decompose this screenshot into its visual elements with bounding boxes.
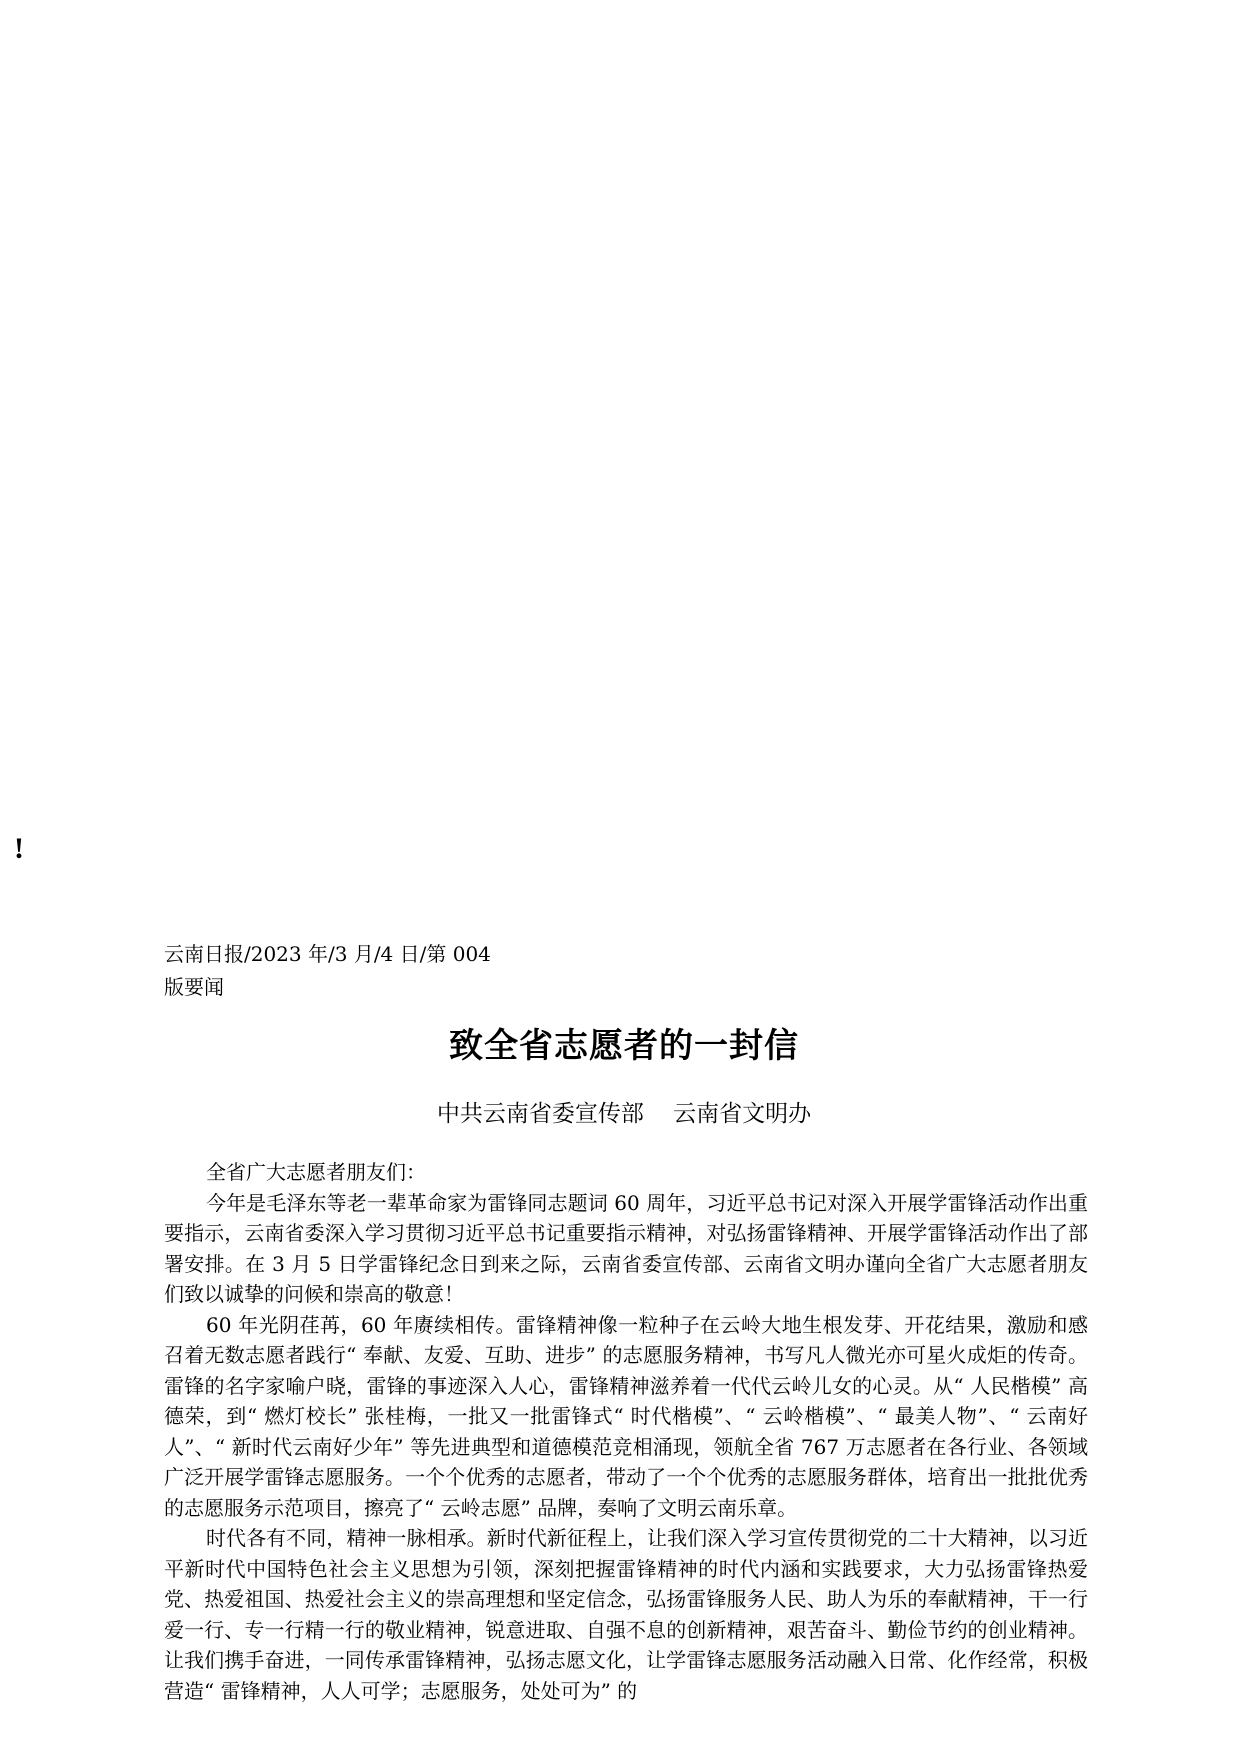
- source-line: [164, 938, 584, 1004]
- source-line-1: 云南日报/2023 年/3 月/4 日/第 004: [164, 942, 491, 966]
- letter-title: 致全省志愿者的一封信: [449, 1026, 799, 1066]
- paragraph: 60 年光阴荏苒，60 年赓续相传。雷锋精神像一粒种子在云岭大地生根发芽、开花结果，激励和感召着无数志愿者践行“ 奉献、友爱、互助、进步” 的志愿服务精神，书写凡人微光亦可星火成炬的传奇。雷锋的名字家喻户晓，雷锋的事迹深入人心，雷锋精神滋养着一代代云岭儿女的心灵。从“ 人民楷模” 高德荣，到“ 燃灯校长” 张桂梅，一批又一批雷锋式“ 时代楷模”、“ 云岭楷模”、“ 最美人物”、“ 云南好人”、“ 新时代云南好少年” 等先进典型和道德模范竞相涌现，领航全省 767 万志愿者在各行业、各领域广泛开展学雷锋志愿服务。一个个优秀的志愿者，带动了一个个优秀的志愿服务群体，培育出一批批优秀的志愿服务示范项目，擦亮了“ 云岭志愿” 品牌，奏响了文明云南乐章。: [164, 1312, 1088, 1520]
- paragraph: 时代各有不同，精神一脉相承。新时代新征程上，让我们深入学习宣传贯彻党的二十大精神，以习近平新时代中国特色社会主义思想为引领，深刻把握雷锋精神的时代内涵和实践要求，大力弘扬雷锋热爱党、热爱祖国、热爱社会主义的崇高理想和坚定信念，弘扬雷锋服务人民、助人为乐的奉献精神，干一行爱一行、专一行精一行的敬业精神，锐意进取、自强不息的创新精神，艰苦奋斗、勤俭节约的创业精神。让我们携手奋进，一同传承雷锋精神，弘扬志愿文化，让学雷锋志愿服务活动融入日常、化作经常，积极营造“ 雷锋精神，人人可学；志愿服务，处处可为” 的: [164, 1526, 1088, 1703]
- salutation: 全省广大志愿者朋友们：: [206, 1160, 426, 1184]
- paragraph: 今年是毛泽东等老一辈革命家为雷锋同志题词 60 周年，习近平总书记对深入开展学雷锋活动作出重要指示，云南省委深入学习贯彻习近平总书记重要指示精神，对弘扬雷锋精神、开展学雷锋活动作出了部署安排。在 3 月 5 日学雷锋纪念日到来之际，云南省委宣传部、云南省文明办谨向全省广大志愿者朋友们致以诚挚的问候和崇高的敬意！: [164, 1190, 1088, 1306]
- letter-body: [164, 1157, 1088, 1706]
- exclamation-mark: !: [14, 832, 24, 865]
- letter-authors: 中共云南省委宣传部 云南省文明办: [436, 1101, 812, 1127]
- source-line-2: 版要闻: [164, 975, 224, 999]
